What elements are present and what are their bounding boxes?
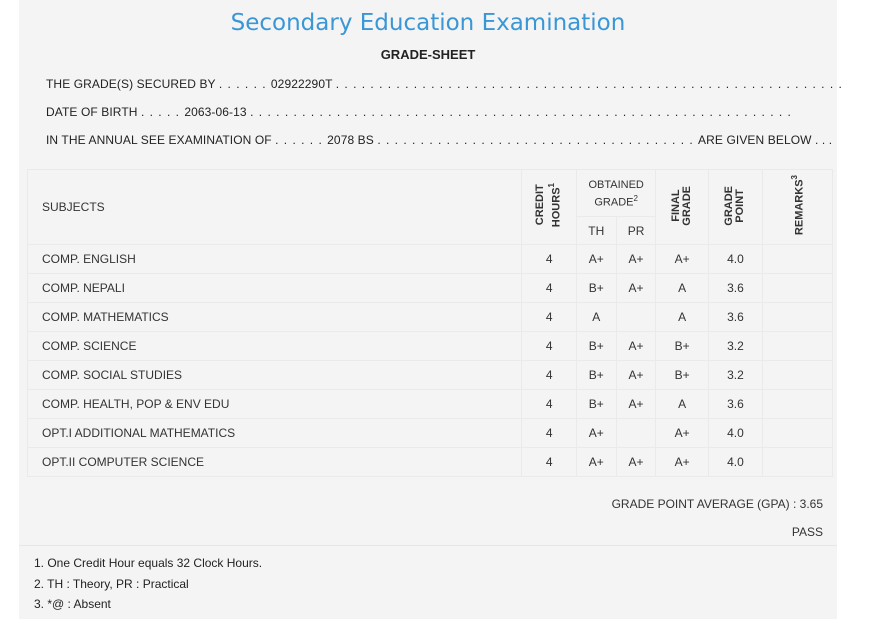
cell-subject: COMP. NEPALI (28, 274, 522, 303)
dots-leader: . . . . . . . . . . . . . . . . . . . . . . . . . . . . . . . . . . . . . . . . . . . . . . . . . . . . . . . . . . . . . . . (250, 105, 792, 119)
cell-th: B+ (576, 332, 616, 361)
gpa-label: GRADE POINT AVERAGE (GPA) : (611, 497, 797, 511)
header-subjects (28, 170, 522, 245)
footnote-2: 2. TH : Theory, PR : Practical (34, 577, 189, 591)
cell-credit: 4 (522, 274, 576, 303)
divider (19, 545, 837, 546)
cell-remarks (763, 390, 833, 419)
page-subtitle: GRADE-SHEET (380, 47, 476, 62)
header-credit-hours (522, 170, 576, 245)
cell-remarks (763, 274, 833, 303)
dots-leader: . . . . . . . . . . . . . . . . . . . . . . . . . . . . . . . . . . . . . (377, 133, 699, 147)
gpa-line (612, 497, 823, 511)
cell-pr: A+ (616, 448, 656, 477)
cell-th: A+ (576, 245, 616, 274)
exam-year: 2078 BS (327, 133, 374, 147)
cell-subject: COMP. MATHEMATICS (28, 303, 522, 332)
cell-credit: 4 (522, 361, 576, 390)
info-exam (46, 133, 832, 147)
table-row (28, 448, 833, 477)
cell-remarks (763, 332, 833, 361)
table-row (28, 274, 833, 303)
dots-leader: . . . . . . (218, 77, 271, 91)
cell-final: A (656, 390, 708, 419)
cell-point: 4.0 (708, 448, 762, 477)
cell-pr: A+ (616, 274, 656, 303)
exam-suffix: ARE GIVEN BELOW . . . (698, 133, 833, 147)
cell-final: B+ (656, 361, 708, 390)
header-final-text: FINAL GRADE (670, 185, 694, 226)
footnote-1: 1. One Credit Hour equals 32 Clock Hours. (34, 556, 263, 570)
header-final-grade (656, 170, 708, 245)
cell-pr: A+ (616, 390, 656, 419)
header-remarks-text: REMARKS$^3$ (790, 175, 806, 236)
dots-leader: . . . . . . (275, 133, 328, 147)
gpa-value: 3.65 (799, 497, 823, 511)
cell-subject: COMP. SCIENCE (28, 332, 522, 361)
header-obtained-line2: GRADE (594, 196, 634, 209)
cell-pr: A+ (616, 332, 656, 361)
dob-value: 2063-06-13 (184, 105, 247, 119)
table-row (28, 419, 833, 448)
cell-point: 3.2 (708, 332, 762, 361)
cell-remarks (763, 361, 833, 390)
header-pr: PR (616, 217, 656, 245)
cell-credit: 4 (522, 303, 576, 332)
cell-remarks (763, 448, 833, 477)
grade-sheet (19, 0, 843, 619)
cell-final: A+ (656, 419, 708, 448)
table-row (28, 390, 833, 419)
cell-th: B+ (576, 274, 616, 303)
cell-subject: COMP. ENGLISH (28, 245, 522, 274)
cell-remarks (763, 245, 833, 274)
dob-label: DATE OF BIRTH (46, 105, 138, 119)
header-obtained-line1: OBTAINED (588, 179, 644, 192)
cell-th: B+ (576, 390, 616, 419)
header-remarks (763, 170, 833, 245)
info-dob (46, 105, 792, 119)
table-row (28, 303, 833, 332)
cell-pr (616, 303, 656, 332)
header-grade-point (708, 170, 762, 245)
cell-th: A+ (576, 448, 616, 477)
cell-credit: 4 (522, 419, 576, 448)
cell-pr: A+ (616, 245, 656, 274)
header-subjects-label: SUBJECTS (42, 200, 105, 214)
cell-credit: 4 (522, 390, 576, 419)
cell-credit: 4 (522, 245, 576, 274)
page-title: Secondary Education Examination (230, 10, 626, 36)
cell-th: A (576, 303, 616, 332)
cell-pr (616, 419, 656, 448)
cell-point: 4.0 (708, 419, 762, 448)
info-secured-by (46, 77, 843, 91)
cell-point: 4.0 (708, 245, 762, 274)
cell-subject: OPT.II COMPUTER SCIENCE (28, 448, 522, 477)
cell-remarks (763, 303, 833, 332)
exam-label: IN THE ANNUAL SEE EXAMINATION OF (46, 133, 272, 147)
cell-point: 3.2 (708, 361, 762, 390)
cell-credit: 4 (522, 332, 576, 361)
cell-final: B+ (656, 332, 708, 361)
cell-final: A (656, 303, 708, 332)
cell-subject: COMP. SOCIAL STUDIES (28, 361, 522, 390)
symbol-number: 02922290T (270, 77, 333, 91)
cell-final: A (656, 274, 708, 303)
cell-point: 3.6 (708, 274, 762, 303)
footnote-3: 3. *@ : Absent (34, 597, 111, 611)
table-row (28, 361, 833, 390)
cell-point: 3.6 (708, 303, 762, 332)
cell-credit: 4 (522, 448, 576, 477)
grades-table (27, 169, 833, 477)
cell-point: 3.6 (708, 390, 762, 419)
cell-th: A+ (576, 419, 616, 448)
cell-remarks (763, 419, 833, 448)
cell-pr: A+ (616, 361, 656, 390)
header-th: TH (576, 217, 616, 245)
result-status: PASS (791, 525, 823, 539)
dots-leader: . . . . . (140, 105, 185, 119)
table-row (28, 332, 833, 361)
header-point-text: GRADE POINT (723, 185, 747, 226)
header-obtained-grade: OBTAINED GRADE$^2$ (576, 170, 655, 217)
cell-th: B+ (576, 361, 616, 390)
cell-subject: COMP. HEALTH, POP & ENV EDU (28, 390, 522, 419)
cell-final: A+ (656, 448, 708, 477)
header-credit-text: CREDIT HOURS$^1$ (534, 183, 564, 228)
dots-leader: . . . . . . . . . . . . . . . . . . . . . . . . . . . . . . . . . . . . . . . . . . . . . . . . . . . . . . . . . . . (335, 77, 843, 91)
table-row (28, 245, 833, 274)
secured-by-label: THE GRADE(S) SECURED BY (46, 77, 216, 91)
cell-final: A+ (656, 245, 708, 274)
cell-subject: OPT.I ADDITIONAL MATHEMATICS (28, 419, 522, 448)
